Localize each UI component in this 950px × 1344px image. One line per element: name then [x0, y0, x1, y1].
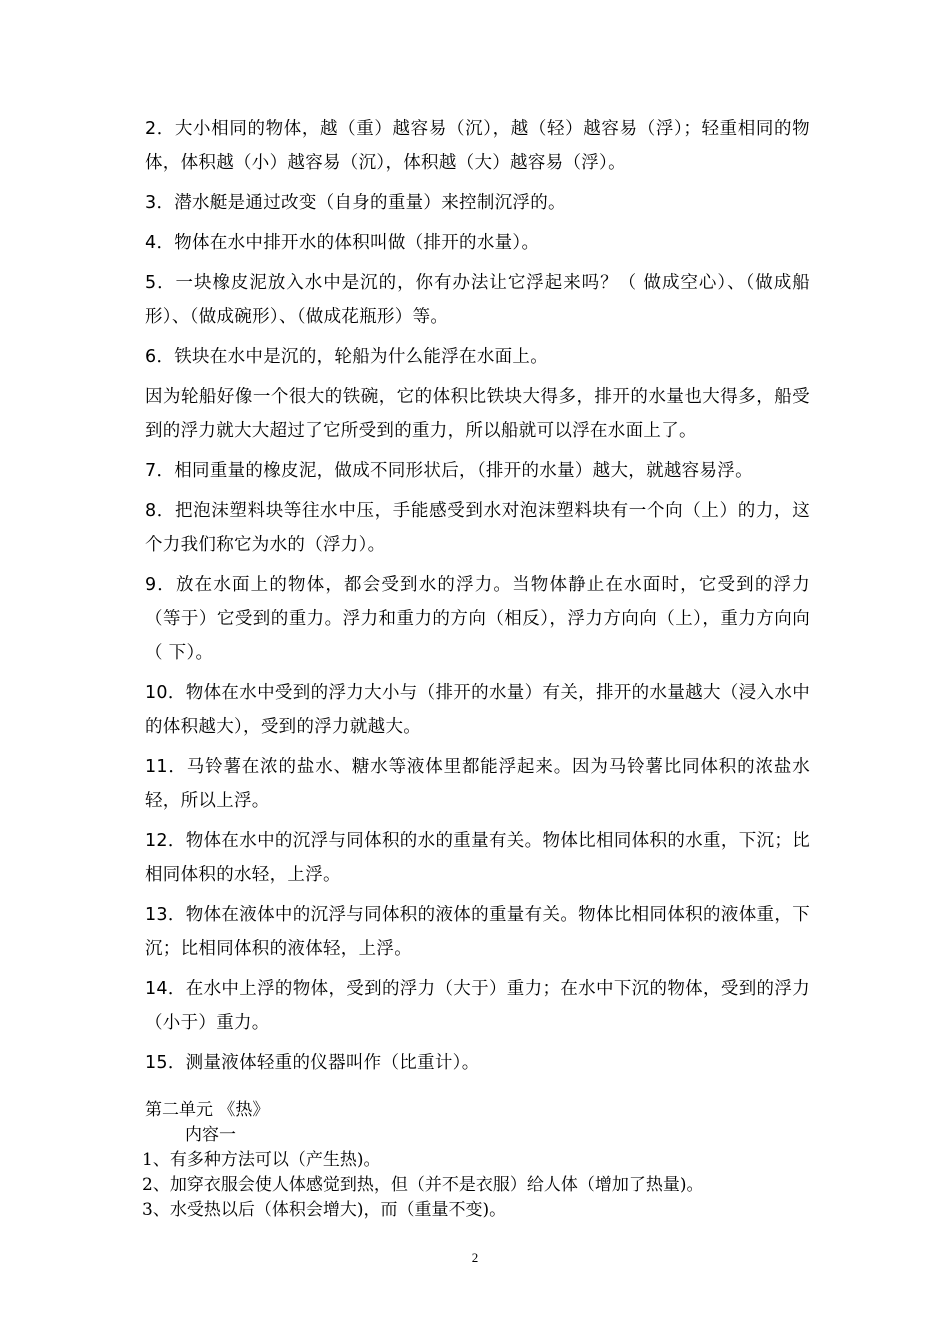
list-item: 11．马铃薯在浓的盐水、糖水等液体里都能浮起来。因为马铃薯比同体积的浓盐水轻，所以上浮。: [145, 757, 810, 811]
unit-line: 2、加穿衣服会使人体感觉到热，但（并不是衣服）给人体（增加了热量)。: [142, 1175, 704, 1195]
page-number: 2: [471, 1250, 479, 1265]
list-item: 2．大小相同的物体，越（重）越容易（沉），越（轻）越容易（浮）；轻重相同的物体，体积越（小）越容易（沉），体积越（大）越容易（浮）。: [145, 119, 810, 173]
list-item: 10．物体在水中受到的浮力大小与（排开的水量）有关，排开的水量越大（浸入水中的体积越大），受到的浮力就越大。: [145, 683, 810, 737]
list-item: 15．测量液体轻重的仪器叫作（比重计）。: [145, 1053, 480, 1073]
list-item: 8．把泡沫塑料块等往水中压，手能感受到水对泡沫塑料块有一个向（上）的力，这个力我们称它为水的（浮力）。: [145, 501, 810, 555]
unit-line: 3、水受热以后（体积会增大)，而（重量不变)。: [142, 1200, 507, 1220]
list-item: 12．物体在水中的沉浮与同体积的水的重量有关。物体比相同体积的水重，下沉；比相同体积的水轻，上浮。: [145, 831, 810, 885]
list-item: 3．潜水艇是通过改变（自身的重量）来控制沉浮的。: [145, 193, 566, 213]
list-item: 9．放在水面上的物体，都会受到水的浮力。当物体静止在水面时，它受到的浮力（等于）它受到的重力。浮力和重力的方向（相反），浮力方向向（上），重力方向向（ 下）。: [145, 575, 810, 663]
unit-subheading: 内容一: [185, 1125, 236, 1145]
question-list: [145, 112, 810, 1086]
list-item: 6．铁块在水中是沉的，轮船为什么能浮在水面上。: [145, 347, 549, 367]
list-item: 14．在水中上浮的物体，受到的浮力（大于）重力；在水中下沉的物体，受到的浮力（小于）重力。: [145, 979, 810, 1033]
answer-paragraph: 因为轮船好像一个很大的铁碗，它的体积比铁块大得多，排开的水量也大得多，船受到的浮力就大大超过了它所受到的重力，所以船就可以浮在水面上了。: [145, 387, 810, 441]
list-item: 5．一块橡皮泥放入水中是沉的，你有办法让它浮起来吗？（ 做成空心）、（做成船形）、（做成碗形）、（做成花瓶形）等。: [145, 273, 810, 327]
list-item: 7．相同重量的橡皮泥，做成不同形状后，（排开的水量）越大，就越容易浮。: [145, 461, 753, 481]
list-item: 4．物体在水中排开水的体积叫做（排开的水量）。: [145, 233, 540, 253]
list-item: 13．物体在液体中的沉浮与同体积的液体的重量有关。物体比相同体积的液体重，下沉；比相同体积的液体轻，上浮。: [145, 905, 810, 959]
unit-section: [142, 1098, 810, 1223]
unit-heading: 第二单元 《热》: [145, 1100, 270, 1120]
unit-line: 1、有多种方法可以（产生热)。: [142, 1150, 381, 1170]
